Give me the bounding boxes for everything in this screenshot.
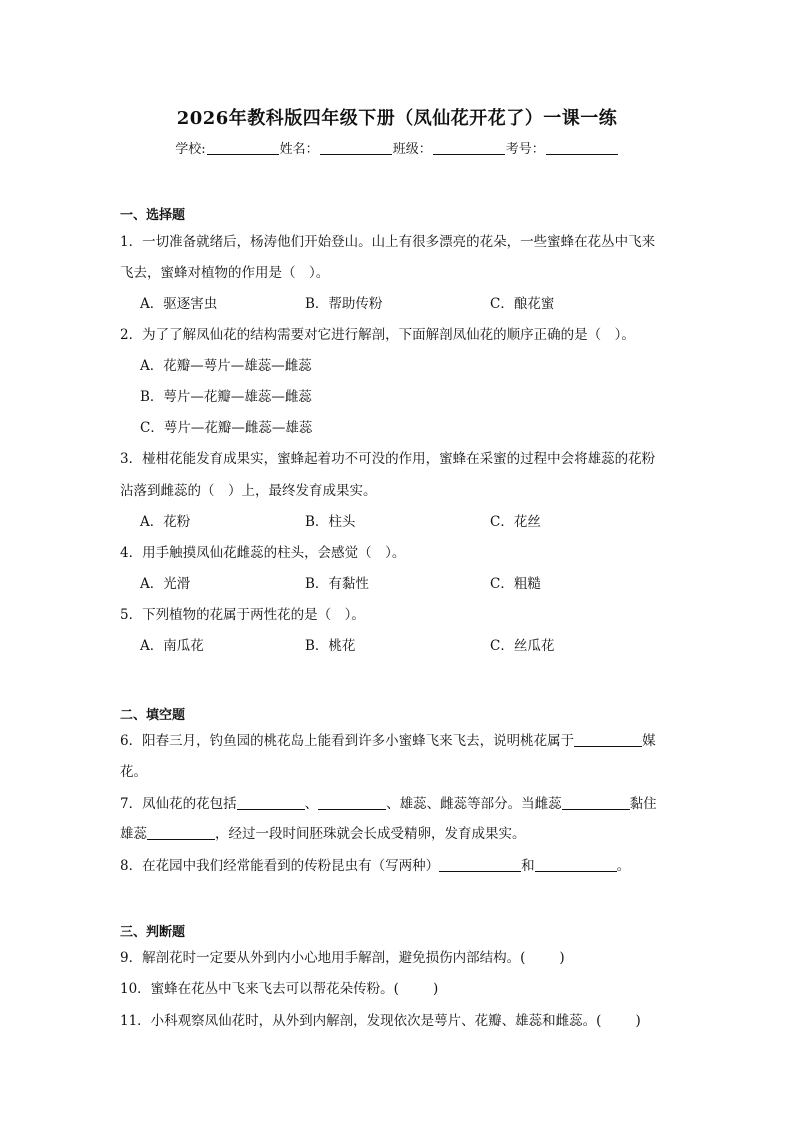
q6-text-line2: 花。 — [120, 764, 147, 780]
q2-text-line1: 2．为了了解凤仙花的结构需要对它进行解剖，下面解剖凤仙花的顺序正确的是（ ）。 — [120, 327, 635, 343]
student-info-row — [0, 138, 794, 157]
q4-option-a[interactable]: A．光滑 — [140, 576, 191, 592]
q7-blank-4[interactable] — [147, 825, 215, 840]
school-blank[interactable] — [207, 141, 279, 155]
number-blank[interactable] — [546, 141, 618, 155]
q5-text-line1: 5．下列植物的花属于两性花的是（ ）。 — [120, 607, 365, 623]
q1-option-c[interactable]: C．酿花蜜 — [490, 296, 555, 312]
q4-text-line1: 4．用手触摸凤仙花雌蕊的柱头，会感觉（ ）。 — [120, 545, 406, 561]
q3-text-line1: 3．椪柑花能发育成果实，蜜蜂起着功不可没的作用，蜜蜂在采蜜的过程中会将雄蕊的花粉 — [120, 451, 656, 467]
q8-text-part2: 和 — [521, 858, 535, 874]
q1-option-b[interactable]: B．帮助传粉 — [305, 296, 383, 312]
q11-close: ) — [635, 1013, 641, 1029]
q1-text-line2: 飞去，蜜蜂对植物的作用是（ ）。 — [120, 265, 330, 281]
q6-blank[interactable] — [574, 732, 642, 747]
name-blank[interactable] — [320, 141, 392, 155]
q3-text-line2: 沾落到雌蕊的（ ）上，最终发育成果实。 — [120, 483, 377, 499]
class-label: 班级： — [392, 142, 432, 157]
q7-line2 — [120, 822, 526, 842]
q7-blank-2[interactable] — [318, 795, 386, 810]
q4-option-c[interactable]: C．粗糙 — [490, 576, 541, 592]
q5-option-c[interactable]: C．丝瓜花 — [490, 638, 555, 654]
q7-text-part3: 黏住 — [629, 796, 657, 812]
q3-option-c[interactable]: C．花丝 — [490, 514, 541, 530]
school-label: 学校: — [175, 142, 206, 157]
q7-text-part5: ，经过一段时间胚珠就会长成受精卵，发育成果实。 — [215, 826, 526, 842]
class-blank[interactable] — [433, 141, 505, 155]
q7-text-part1: 7．凤仙花的花包括 — [120, 796, 237, 812]
q1-option-a[interactable]: A．驱逐害虫 — [140, 296, 218, 312]
q11-line — [120, 1009, 641, 1029]
name-label: 姓名： — [279, 142, 319, 157]
q9-close: ) — [559, 950, 565, 966]
q8-text-part3: 。 — [616, 858, 631, 874]
q7-text-part2: 、雄蕊、雌蕊等部分。当雌蕊 — [386, 796, 562, 812]
q8-blank-1[interactable] — [439, 857, 521, 872]
q2-option-c[interactable]: C．萼片—花瓣—雌蕊—雄蕊 — [140, 420, 313, 436]
q6-line1 — [120, 729, 656, 749]
q3-option-b[interactable]: B．柱头 — [305, 514, 356, 530]
q6-text-part1: 6．阳春三月，钓鱼园的桃花岛上能看到许多小蜜蜂飞来飞去，说明桃花属于 — [120, 733, 575, 749]
section-heading-choice: 一、选择题 — [120, 208, 186, 223]
q10-text: 10．蜜蜂在花丛中飞来飞去可以帮花朵传粉。( — [120, 981, 399, 997]
q7-line1 — [120, 792, 657, 812]
q10-close: ) — [432, 981, 439, 997]
q7-blank-1[interactable] — [237, 795, 305, 810]
q5-option-b[interactable]: B．桃花 — [305, 638, 356, 654]
q7-text-part4: 雄蕊 — [120, 826, 147, 842]
q3-option-a[interactable]: A．花粉 — [140, 514, 191, 530]
number-label: 考号： — [505, 142, 545, 157]
q7-sep: 、 — [304, 796, 319, 812]
q1-text-line1: 1．一切准备就绪后，杨涛他们开始登山。山上有很多漂亮的花朵，一些蜜蜂在花丛中飞来 — [120, 234, 656, 250]
q9-line — [120, 946, 565, 966]
section-heading-judge: 三、判断题 — [120, 925, 186, 940]
q8-text-part1: 8．在花园中我们经常能看到的传粉昆虫有（写两种） — [120, 858, 440, 874]
q2-option-b[interactable]: B．萼片—花瓣—雄蕊—雌蕊 — [140, 389, 312, 405]
q9-text: 9．解剖花时一定要从外到内小心地用手解剖，避免损伤内部结构。( — [120, 950, 526, 966]
q2-option-a[interactable]: A．花瓣—萼片—雄蕊—雌蕊 — [140, 358, 312, 374]
q11-text: 11．小科观察凤仙花时，从外到内解剖，发现依次是萼片、花瓣、雄蕊和雌蕊。( — [120, 1013, 602, 1029]
q8-blank-2[interactable] — [535, 857, 617, 872]
q10-line — [120, 977, 438, 997]
q7-blank-3[interactable] — [562, 795, 630, 810]
q6-text-part2: 媒 — [642, 733, 656, 749]
page-title: 2026年教科版四年级下册（凤仙花开花了）一课一练 — [176, 108, 618, 129]
section-heading-fill: 二、填空题 — [120, 708, 186, 723]
q8-line1 — [120, 854, 630, 874]
q4-option-b[interactable]: B．有黏性 — [305, 576, 369, 592]
q5-option-a[interactable]: A．南瓜花 — [140, 638, 204, 654]
